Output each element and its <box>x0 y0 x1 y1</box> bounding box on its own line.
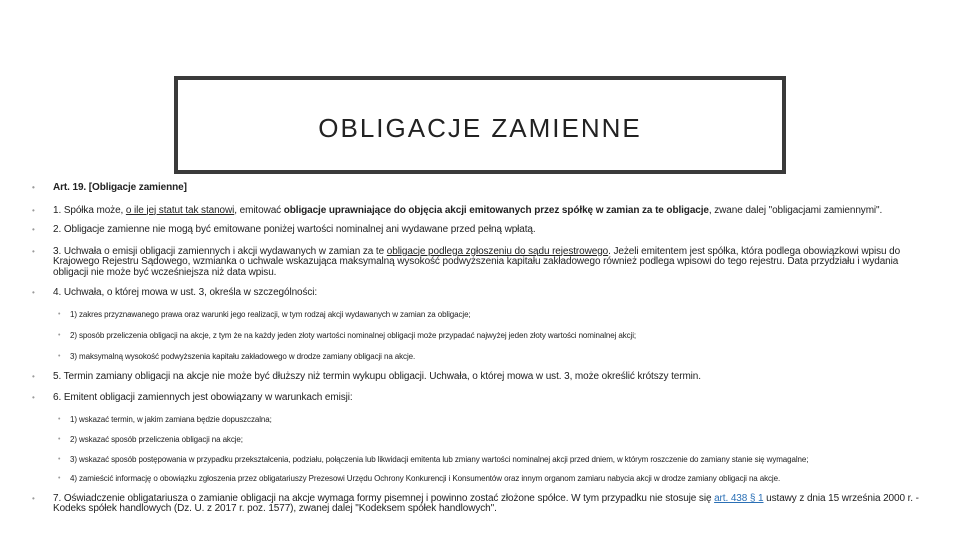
bullet: • <box>58 415 61 423</box>
subitem-6-3: • 3) wskazać sposób postępowania w przypadku przekształcenia, podziału, połączenia lub likwidacji emitenta lub zmiany wartości nominalnej akcji przed dniem, w którym roszczenie do zamiany stanie się wymagalne; <box>58 454 809 464</box>
bullet: • <box>32 371 35 381</box>
bullet: • <box>32 225 35 234</box>
bullet: • <box>58 435 61 443</box>
subitem-4-2: • 2) sposób przeliczenia obligacji na akcje, z tym że na każdy jeden złoty wartości nominalnej obligacji może przypadać najwyżej jeden złoty wartości nominalnej akcji; <box>58 330 637 340</box>
paragraph-4: • 4. Uchwała, o której mowa w ust. 3, określa w szczególności: <box>32 287 318 298</box>
subitem-6-4: • 4) zamieścić informację o obowiązku zgłoszenia przez obligatariuszy Prezesowi Urzędu Ochrony Konkurencji i Konsumentów oraz innym organom zamiaru nabycia akcji w drodze zamiany obligacji na akcje. <box>58 473 781 483</box>
paragraph-6: • 6. Emitent obligacji zamiennych jest obowiązany w warunkach emisji: <box>32 392 353 403</box>
bullet: • <box>58 352 61 360</box>
bullet: • <box>32 246 35 256</box>
paragraph-7: • 7. Oświadczenie obligatariusza o zamianie obligacji na akcje wymaga formy pisemnej i powinno zostać złożone spółce. W tym przypadku nie stosuje się art. 438 § 1 ustawy z dnia 15 września 2000 r. - Kodeks spółek handlowych (Dz. U. z 2017 r. poz. 1577), zwanej dalej "Kodeksem spółek handlowych". <box>32 492 919 514</box>
bullet: • <box>32 205 35 215</box>
paragraph-1: • 1. Spółka może, o ile jej statut tak stanowi, emitować obligacje uprawniające do objęcia akcji emitowanych przez spółkę w zamian za te obligacje, zwane dalej "obligacjami zamiennymi". <box>32 204 883 216</box>
subitem-4-3: • 3) maksymalną wysokość podwyższenia kapitału zakładowego w drodze zamiany obligacji na akcje. <box>58 351 416 361</box>
bullet: • <box>58 474 61 482</box>
underlined-phrase: o ile jej statut tak stanowi <box>125 204 235 216</box>
bullet: • <box>32 288 35 297</box>
article-content <box>30 183 935 515</box>
bullet: • <box>58 331 61 339</box>
article-heading: • Art. 19. [Obligacje zamienne] <box>32 182 187 193</box>
bullet: • <box>32 493 35 503</box>
underlined-phrase: obligacje podlega zgłoszeniu do sądu rejestrowego <box>386 245 609 257</box>
bullet: • <box>32 183 35 192</box>
paragraph-2: • 2. Obligacje zamienne nie mogą być emitowane poniżej wartości nominalnej ani wydawane przed pełną wpłatą. <box>32 224 536 235</box>
bullet: • <box>58 310 61 318</box>
slide-title: OBLIGACJE ZAMIENNE <box>318 112 642 143</box>
subitem-6-1: • 1) wskazać termin, w jakim zamiana będzie dopuszczalna; <box>58 414 272 424</box>
subitem-6-2: • 2) wskazać sposób przeliczenia obligacji na akcje; <box>58 434 243 444</box>
paragraph-3: • 3. Uchwała o emisji obligacji zamiennych i akcji wydawanych w zamian za te obligacje podlega zgłoszeniu do sądu rejestrowego. Jeżeli emitentem jest spółka, która podlega obowiązkowi wpisu do Krajowego Rejestru Sądowego, wzmianka o uchwale wskazująca maksymalną wysokość podwyższenia kapitału zakładowego również podlega wpisowi do tego rejestru. Data przydziału i wydania obligacji nie może być wcześniejsza niż data wpisu. <box>32 245 901 278</box>
title-frame <box>174 76 786 174</box>
bold-phrase: obligacje uprawniające do objęcia akcji emitowanych przez spółkę w zamian za te obligacje <box>283 204 709 216</box>
paragraph-5: • 5. Termin zamiany obligacji na akcje nie może być dłuższy niż termin wykupu obligacji. Uchwała, o której mowa w ust. 3, może określić krótszy termin. <box>32 370 701 382</box>
bullet: • <box>32 393 35 402</box>
bullet: • <box>58 455 61 463</box>
law-reference-link[interactable]: art. 438 § 1 <box>714 492 764 504</box>
subitem-4-1: • 1) zakres przyznawanego prawa oraz warunki jego realizacji, w tym rodzaj akcji wydawanych w zamian za obligacje; <box>58 309 471 319</box>
